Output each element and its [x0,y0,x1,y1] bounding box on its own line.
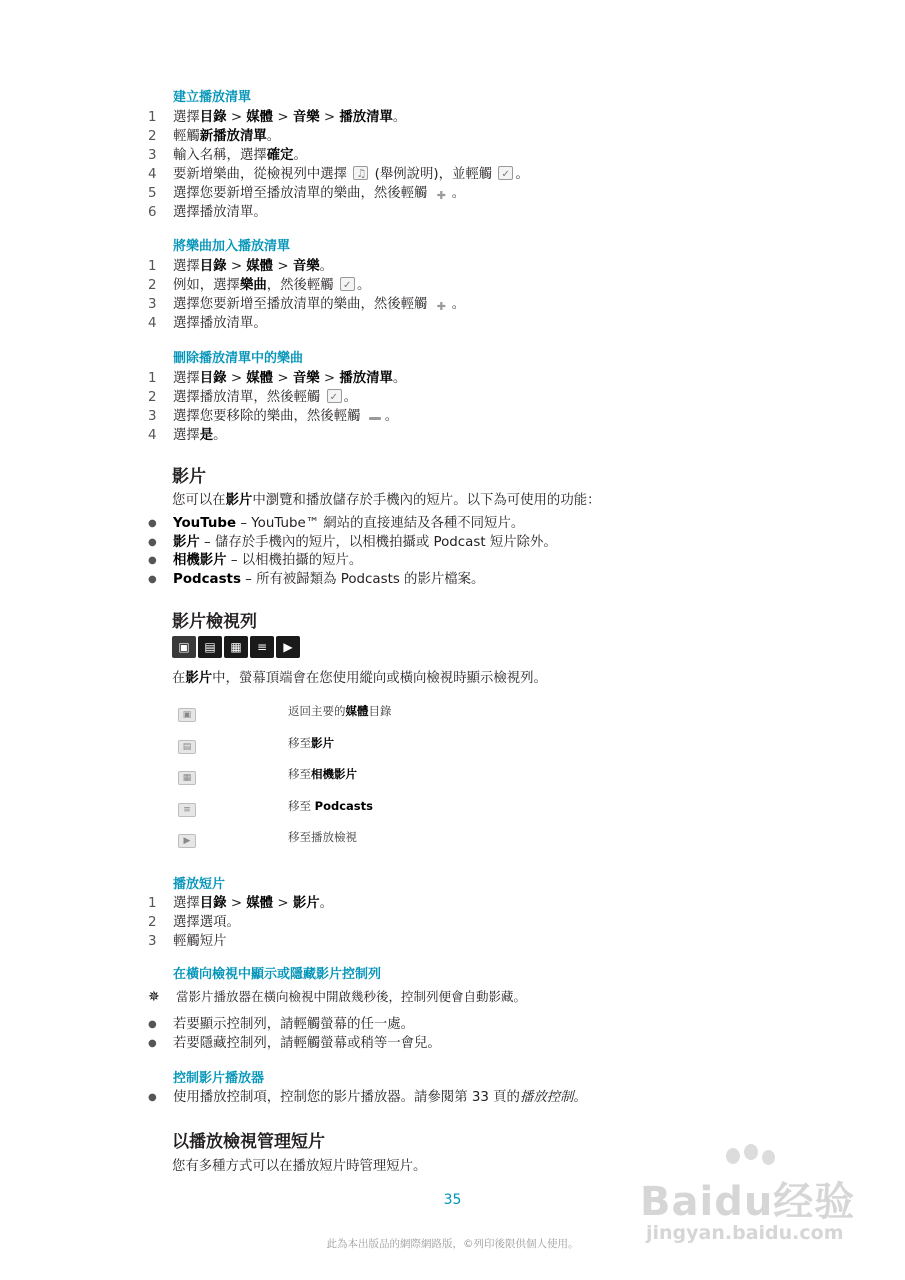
step-number: 2 [148,278,157,293]
step-number: 1 [148,896,157,911]
lightbulb-icon: ✵ [148,989,160,1005]
heading-landscape-controls: 在橫向檢視中顯示或隱藏影片控制列 [173,967,382,982]
step-number: 3 [148,934,157,949]
bold-term: 影片 [311,735,334,750]
text-fragment: (舉例說明)，並輕觸 [370,167,497,182]
heading-control-player: 控制影片播放器 [173,1071,265,1086]
text-fragment: 返回主要的 [288,704,346,718]
text-fragment: 選擇 [173,428,200,443]
tip-note [148,987,526,1005]
text-fragment: 選擇 [173,259,200,274]
text-fragment: 目錄 [368,704,392,718]
text-fragment: 輕觸 [173,129,200,144]
paw-toe-2 [744,1144,758,1160]
text-fragment: 選擇 [173,110,200,125]
text-fragment: 。 [266,129,281,144]
steps-play-clip [148,894,333,951]
text-fragment: 要新增樂曲，從檢視列中選擇 [173,167,352,182]
bold-term: 是 [199,428,214,443]
text-fragment: > [226,371,247,386]
step-number: 3 [148,148,157,163]
bold-term: 樂曲 [239,278,267,293]
bullet-item [148,571,557,590]
bold-term: 目錄 [199,259,227,274]
text-fragment: 選擇您要新增至播放清單的樂曲，然後輕觸 [173,186,432,201]
bullet-item [148,1016,441,1035]
bold-term: 目錄 [199,110,227,125]
text-fragment: 。 [213,428,227,443]
text-fragment: 中，螢幕頂端會在您使用縱向或橫向檢視時顯示檢視列。 [212,671,547,686]
bold-term: Podcasts [173,571,241,587]
steps-remove-from-playlist [148,369,406,445]
text-fragment: 。 [515,167,529,182]
step-item [148,108,529,127]
plus-icon [434,187,450,199]
text-fragment: 例如，選擇 [173,278,240,293]
watermark-logo-text: Baidu经验 [640,1179,856,1225]
text-fragment: > [319,371,340,386]
text-fragment: > [319,110,340,125]
bold-term: YouTube [173,516,237,531]
text-fragment: 選擇播放清單，然後輕觸 [173,390,325,405]
camera-film-icon: ▦ [178,771,196,785]
text-fragment: 。 [356,278,371,293]
manage-text: 您有多種方式可以在播放短片時管理短片。 [172,1159,427,1174]
bullet-dot: ● [148,1019,157,1030]
bold-term: 音樂 [292,259,320,274]
text-fragment: – YouTube™ 網站的直接連結及各種不同短片。 [236,516,525,531]
step-number: 3 [148,297,157,312]
legend-text [288,829,357,845]
text-fragment: 播放控制 [519,1090,574,1105]
text-fragment: 若要顯示控制列，請輕觸螢幕的任一處。 [173,1017,415,1032]
heading-manage-clips: 以播放檢視管理短片 [172,1132,325,1152]
text-fragment: ，然後輕觸 [266,278,338,293]
step-item [148,127,529,146]
play-icon: ▶ [178,834,196,848]
paw-toe-1 [726,1148,740,1164]
text-fragment: 。 [573,1090,587,1105]
step-number: 1 [148,371,157,386]
step-item [148,894,333,913]
bold-term: 目錄 [199,371,227,386]
text-fragment: 移至 [288,798,315,813]
landscape-bullets [148,1016,441,1053]
step-item [148,388,406,407]
text-fragment: > [273,371,293,386]
step-item [148,165,529,184]
text-fragment: 。 [343,390,357,405]
minus-icon [367,410,383,422]
bullet-item [148,1089,587,1108]
legend-text [288,766,357,782]
check-icon [340,277,355,291]
footer-note: 此為本出版品的網際網路版，©列印後限供個人使用。 [326,1238,579,1250]
text-fragment: 。 [319,896,333,911]
text-fragment: 。 [319,259,333,274]
steps-create-playlist [148,108,529,222]
text-fragment: 移至 [288,767,311,781]
text-fragment: > [273,896,293,911]
bold-term: 新播放清單 [199,129,267,144]
text-fragment: > [226,896,247,911]
note-icon [353,166,368,180]
step-item [148,295,465,314]
bullet-dot: ● [148,518,157,529]
text-fragment: – 以相機拍攝的短片。 [226,553,363,568]
text-fragment: 在 [172,671,186,686]
text-fragment: 您可以在 [172,493,226,508]
step-item [148,276,465,295]
step-number: 4 [148,316,157,331]
step-number: 2 [148,915,157,930]
text-fragment: – 所有被歸類為 Podcasts 的影片檔案。 [240,571,485,587]
text-fragment: 選擇選項。 [173,915,240,930]
heading-video: 影片 [172,467,206,487]
text-fragment: 。 [392,110,407,125]
text-fragment: 選擇 [173,371,200,386]
step-item [148,932,333,951]
step-number: 4 [148,167,157,182]
text-fragment: 。 [384,409,399,424]
text-fragment: 選擇播放清單。 [173,316,267,331]
text-fragment: 。 [451,297,466,312]
step-item [148,184,529,203]
step-number: 1 [148,110,157,125]
plus-icon [434,298,450,310]
text-fragment: 。 [392,371,407,386]
bold-term: 媒體 [246,259,274,274]
bold-term: 播放清單 [339,371,393,386]
bold-term: 音樂 [292,110,320,125]
text-fragment: 選擇您要新增至播放清單的樂曲，然後輕觸 [173,297,432,312]
bold-term: 影片 [225,493,253,508]
step-number: 5 [148,186,157,201]
baidu-watermark [640,1140,880,1260]
text-fragment: 使用播放控制項，控制您的影片播放器。請參閱第 33 頁的 [173,1090,520,1105]
text-fragment: 若要隱藏控制列，請輕觸螢幕或稍等一會兒。 [173,1035,441,1051]
text-fragment: 選擇您要移除的樂曲，然後輕觸 [173,409,365,424]
bullet-dot: ● [148,536,157,548]
text-fragment: – 儲存於手機內的短片，以相機拍攝或 Podcast 短片除外。 [199,534,557,550]
text-fragment: 中瀏覽和播放儲存於手機內的短片。以下為可使用的功能： [252,493,601,508]
legend-text [288,798,373,814]
step-item [148,407,406,426]
tip-text: 當影片播放器在橫向檢視中開啟幾秒後，控制列便會自動影藏。 [176,989,527,1004]
film-icon: ▤ [198,636,222,658]
step-item [148,913,333,932]
bold-term: 媒體 [345,704,369,718]
viewbar-description [172,667,547,686]
heading-play-clip: 播放短片 [173,877,226,892]
film-icon: ▤ [178,740,196,754]
bold-term: Podcasts [314,798,373,813]
step-number: 6 [148,205,157,220]
step-item [148,203,529,222]
step-item [148,146,529,165]
step-item [148,257,465,276]
bullet-item [148,515,557,534]
bullet-dot: ● [148,573,157,585]
paw-toe-3 [762,1150,775,1165]
text-fragment: 移至 [288,735,311,750]
text-fragment: 。 [293,148,307,163]
camera-film-icon: ▦ [224,636,248,658]
step-item [148,426,406,445]
bold-term: 媒體 [246,371,274,386]
bold-term: 目錄 [199,896,227,911]
text-fragment: 。 [451,186,466,201]
media-icon: ▣ [178,708,196,722]
step-number: 2 [148,129,157,144]
podcast-icon: ≡ [178,803,196,817]
bold-term: 相機影片 [311,767,357,781]
heading-remove-from-playlist: 刪除播放清單中的樂曲 [173,351,304,366]
play-icon: ▶ [276,636,300,658]
step-number: 3 [148,409,157,424]
bullet-item [148,534,557,553]
page-number: 35 [443,1192,462,1208]
control-bullets [148,1089,587,1108]
step-item [148,314,465,333]
legend-text [288,735,334,751]
heading-video-viewbar: 影片檢視列 [172,612,257,632]
text-fragment: > [226,259,247,274]
text-fragment: 輕觸短片 [173,934,227,949]
bold-term: 相機影片 [173,553,227,568]
bold-term: 影片 [185,671,213,686]
video-features-list [148,515,557,589]
bullet-item [148,1035,441,1054]
steps-add-to-playlist [148,257,465,333]
heading-add-to-playlist: 將樂曲加入播放清單 [173,239,291,254]
heading-create-playlist: 建立播放清單 [173,90,252,105]
legend-text [288,703,392,719]
check-icon [327,389,342,403]
text-fragment: > [273,259,293,274]
bold-term: 播放清單 [339,110,393,125]
bullet-dot: ● [148,1092,157,1103]
bold-term: 影片 [173,534,200,550]
bold-term: 影片 [292,896,320,911]
bold-term: 確定 [266,148,294,163]
media-icon: ▣ [172,636,196,658]
text-fragment: > [226,110,247,125]
text-fragment: 移至播放檢視 [288,830,357,844]
bullet-dot: ● [148,555,157,566]
bold-term: 媒體 [246,110,274,125]
step-number: 1 [148,259,157,274]
bold-term: 媒體 [246,896,274,911]
step-number: 2 [148,390,157,405]
check-icon [498,166,513,180]
watermark-url: jingyan.baidu.com [646,1222,844,1244]
step-item [148,369,406,388]
text-fragment: 選擇 [173,896,200,911]
bullet-dot: ● [148,1037,157,1049]
text-fragment: 選擇播放清單。 [173,205,267,220]
step-number: 4 [148,428,157,443]
podcast-icon: ≡ [250,636,274,658]
bullet-item [148,552,557,571]
bold-term: 音樂 [292,371,320,386]
text-fragment: 輸入名稱，選擇 [173,148,267,163]
video-intro [172,489,601,508]
text-fragment: > [273,110,293,125]
video-viewbar-toolbar [172,636,300,658]
